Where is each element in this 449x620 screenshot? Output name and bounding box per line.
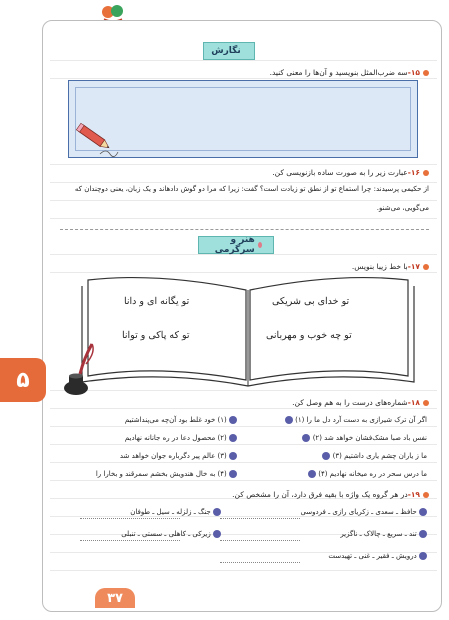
book-left-line-2: تو که پاکی و توانا xyxy=(122,330,190,341)
book-right-line-1: تو خدای بی شریکی xyxy=(272,296,350,307)
q18-left-item-4: (۴) به خال هندویش بخشم سمرقند و بخارا را xyxy=(96,470,237,478)
match-dot[interactable] xyxy=(322,452,330,460)
inkwell-quill-icon xyxy=(60,342,100,398)
q19-group-4: جنگ ـ زلزله ـ سیل ـ طوفان xyxy=(130,508,221,516)
q18-right-item-3: ما ز یاران چشم یاری داشتیم (۳) xyxy=(322,452,427,460)
match-dot[interactable] xyxy=(308,470,316,478)
match-dot[interactable] xyxy=(229,470,237,478)
option-dot xyxy=(419,530,427,538)
answer-line[interactable] xyxy=(80,540,180,541)
q18-right-item-4: ما درس سحر در ره میخانه نهادیم (۴) xyxy=(308,470,427,478)
question-18: ۱۸-شماره‌های درست را به هم وصل کن. xyxy=(292,398,429,407)
chapter-tab: ۵ xyxy=(0,358,46,402)
bullet-icon xyxy=(423,492,429,498)
book-left-line-1: تو یگانه ای و دانا xyxy=(124,296,190,307)
match-dot[interactable] xyxy=(302,434,310,442)
option-dot xyxy=(419,508,427,516)
q18-right-item-1: اگر آن ترک شیرازی به دست آرد دل ما را (۱) xyxy=(285,416,427,424)
page-number: ۳۷ xyxy=(95,588,135,608)
section-title-art: هنر و سرگرمی xyxy=(198,236,274,254)
q19-group-5: زیرکی ـ کاهلی ـ سستی ـ تنبلی xyxy=(121,530,221,538)
match-dot[interactable] xyxy=(229,452,237,460)
bullet-icon xyxy=(423,170,429,176)
option-dot xyxy=(419,552,427,560)
section-title-writing: نگارش xyxy=(203,42,255,60)
question-19: ۱۹-در هر گروه یک واژه با بقیه فرق دارد، آن را مشخص کن. xyxy=(232,490,429,499)
q16-passage-line-1: از حکیمی پرسیدند: چرا استماع تو از نطق تو زیادت است؟ گفت: زیرا که مرا دو گوش دادهاند و یک زبان، یعنی دوچندان که xyxy=(74,185,429,193)
match-dot[interactable] xyxy=(229,416,237,424)
bullet-icon xyxy=(423,264,429,270)
match-dot[interactable] xyxy=(285,416,293,424)
q16-passage-line-2: می‌گویی، می‌شنو. xyxy=(376,204,429,212)
q18-left-item-1: (۱) خود غلط بود آن‌چه می‌پنداشتیم xyxy=(125,416,237,424)
answer-box-q15[interactable] xyxy=(68,80,418,158)
answer-line[interactable] xyxy=(60,229,429,230)
question-17: ۱۷-با خط زیبا بنویس. xyxy=(352,262,429,271)
q18-right-item-2: نفس باد صبا مشک‌فشان خواهد شد (۲) xyxy=(302,434,427,442)
bullet-icon xyxy=(423,70,429,76)
question-15: ۱۵-سه ضرب‌المثل بنویسید و آن‌ها را معنی کنید. xyxy=(270,68,429,77)
answer-line[interactable] xyxy=(220,562,300,563)
bullet-icon xyxy=(423,400,429,406)
option-dot xyxy=(213,508,221,516)
option-dot xyxy=(213,530,221,538)
publisher-logo xyxy=(100,3,126,21)
q18-left-item-3: (۳) عالم پیر دگرباره جوان خواهد شد xyxy=(120,452,237,460)
q18-left-item-2: (۲) محصول دعا در ره جانانه نهادیم xyxy=(125,434,237,442)
book-right-line-2: تو چه خوب و مهربانی xyxy=(266,330,352,341)
answer-line[interactable] xyxy=(80,518,180,519)
q19-group-2: تند ـ سریع ـ چالاک ـ ناگزیر xyxy=(340,530,427,538)
match-dot[interactable] xyxy=(229,434,237,442)
pencil-icon xyxy=(70,118,120,158)
answer-line[interactable] xyxy=(220,540,300,541)
q19-group-1: حافظ ـ سعدی ـ زکریای رازی ـ فردوسی xyxy=(300,508,427,516)
question-16: ۱۶-عبارت زیر را به صورت ساده بازنویسی کن. xyxy=(272,168,429,177)
answer-line[interactable] xyxy=(220,518,300,519)
q19-group-3: درویش ـ فقیر ـ غنی ـ تهیدست xyxy=(328,552,427,560)
